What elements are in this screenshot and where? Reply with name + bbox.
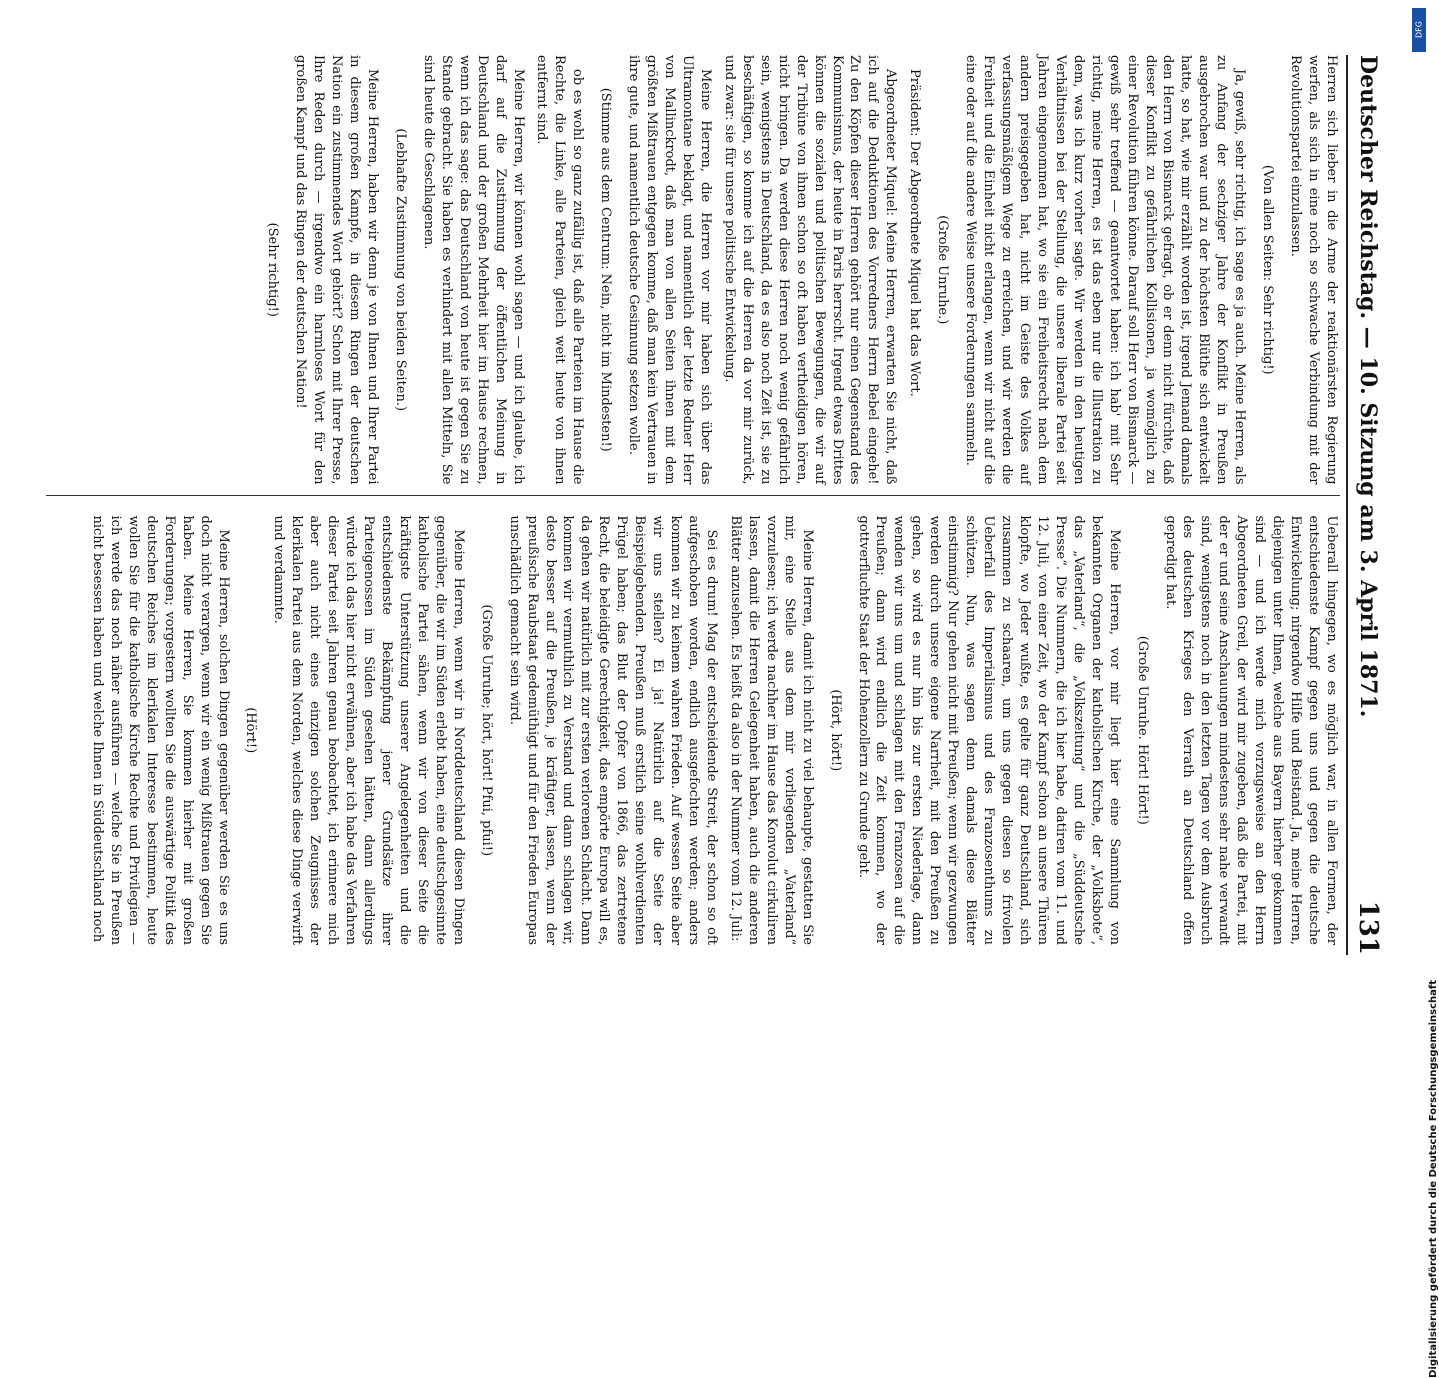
paragraph: Ueberall hingegen, wo es möglich war, in allen Formen, der entschiedenste Kampf gegen uns und gegen die deutsche Entwickelung; nirgendwo Hilfe und Beistand. Ja, meine Herren, diejenigen unter Ihnen, welche aus Bayern hierher gekommen sind — und ich werde mich vorzugsweise an den Herrn Abgeordneten Greil, der wird mir zugeben, daß die Partei, mit der er und seine Anschauungen mindestens sehr nahe verwandt sind, wenigstens noch in den letzten Tagen vor dem Ausbruch des deutschen Krieges den Verrath an Deutschland offen gepredigt hat. — [1162, 515, 1339, 945]
page-header — [1346, 55, 1388, 955]
paragraph: Meine Herren, solchen Dingen gegenüber werden Sie es uns doch nicht verargen, wenn wir ein wenig Mißtrauen gegen Sie haben. Meine Herren, Sie kommen hierher mit großen Forderungen; vorgestern wollten Sie die auswärtige Politik des deutschen Reiches im klerikalen Interesse bestimmen, heute wollen Sie für die katholische Kirche Rechte und Privilegien — ich werde das noch näher ausführen — welche Sie in Preußen nicht besessen haben und welche Ihnen in Süddeutschland noch — [90, 515, 231, 945]
paragraph: Sei es drum! Mag der entscheidende Streit, der schon so oft aufgeschoben worden, endlich ausgefochten werden; anders kommen wir zu keinem wahren Frieden. Auf wessen Seite aber wir uns stellen? Ei ja! Natürlich auf die Seite der Beispielgebenden. Preußen muß erstlich seine wohlverdienten Prügel haben; das Blut der Opfer von 1866, das zertretene Recht, die beleidigte Gerechtigkeit, das empörte Europa will es, da gehen wir natürlich mit zur ersten verlorenen Schlacht. Dann kommen wir vermuthlich zu Verstand und dann schlagen wir, desto besser auf die Preußen, je kräftiger, lassen, wenn der preußische Raubstaat gedemüthigt und für den Frieden Europas unschädlich gemacht sein wird. — [506, 515, 719, 945]
column-right — [46, 506, 1340, 956]
paragraph: Abgeordneter Miquel: Meine Herren, erwarten Sie nicht, daß ich auf die Deduktionen des Vorredners Herrn Bebel eingehe! Zu den Köpfen dieser Herren gehört nur einen Gegenstand des Kommunismus, der heute in Paris herrscht. Irgend etwas Drittes können die sozialen und politischen Bewegungen, die wir auf der Tribüne von ihnen schon so oft haben vertheidigen hören, nicht bringen. Da werden diese Herren noch wenig gefährlich sein, wenigstens in Deutschland, da es also noch Zeit ist, sie zu beschäftigen, so komme ich auf die Herren da vor mir zurück, und zwar: sie für unsere politische Entwickelung. — [721, 55, 899, 485]
stage-direction: (Sehr richtig!) — [265, 222, 281, 317]
text-columns — [46, 45, 1340, 955]
paragraph: Meine Herren, haben wir denn je von Ihnen und Ihrer Partei in diesem großen Kampfe, in diesem Ringen der deutschen Nation ein zustimmendes Wort gehört? Schon mit Ihrer Presse, Ihre Reden durch — irgendwo ein harmloses Wort für den großen Kampf und das Ringen der deutschen Nation! — [293, 55, 380, 485]
stage-direction: (Lebhafte Zustimmung von beiden Seiten.) — [392, 128, 408, 412]
stage-direction: (Von allen Seiten: Sehr richtig!) — [1260, 164, 1276, 375]
running-title: Deutscher Reichstag. — 10. Sitzung am 3. April 1871. — [1355, 55, 1381, 718]
stage-direction: (Große Unruhe. Hört! Hört!) — [1134, 635, 1150, 825]
digitization-note: Digitalisierung gefördert durch die Deutsche Forschungsgemeinschaft — [1428, 980, 1439, 1378]
stage-direction: (Große Unruhe; hört, hört! Pfui, pfui!) — [478, 604, 494, 857]
paragraph: Präsident: Der Abgeordnete Miquel hat das Wort. — [907, 69, 923, 397]
paragraph: Meine Herren, vor mir liegt hier eine Sammlung von bekannten Organen der katholischen Kirche, der „Volksbote“, das „Vaterland“, die „Volkszeitung“ und die „Süddeutsche Presse“. Die Nummern, die ich hier habe, datiren vom 11. und 12. Juli, von einer Zeit, wo der Kampf schon an unsere Thüren klopfte, wo Jeder wußte, es gelte für ganz Deutschland, sich zusammen zu schaaren, um uns gegen diesen so frivolen Ueberfall des Imperialismus und des Franzosenthums zu schützen. Nun, was sagen denn damals diese Blätter einstimmig? Nur gehen nicht mit Preußen; wenn wir gezwungen werden durch unsere eigene Narrheit, mit den Preußen zu gehen, so wird es nur hin bis zur ersten Niederlage, dann wenden wir uns um und schlagen mit den Franzosen auf die Preußen; dann wird endlich die Zeit kommen, wo der gottverfluchte Staat der Hohenzollern zu Grunde geht. — [855, 515, 1122, 945]
paragraph: Meine Herren, damit ich nicht zu viel behaupte, gestatten Sie mir, eine Stelle aus dem mir vorliegenden „Vaterland“ vorzulesen; ich werde nachher im Hause das Konvolut cirkuliren lassen, damit die Herren Gelegenheit haben, auch die anderen Blätter anzusehen. Es heißt da also in der Nummer vom 12. Juli: — [727, 515, 815, 945]
paragraph: Herren sich lieber in die Arme der reaktionärsten Regierung werfen, als sich in eine noch so schwache Verbindung mit der Revolutionspartei einzulassen. — [1288, 55, 1339, 485]
paragraph: ob es wohl so ganz zufällig ist, daß alle Parteien im Hause die Rechte, die Linke, alle Parteien, gleich weit heute von ihnen entfernt sind. — [534, 55, 586, 485]
rotated-page-content — [26, 25, 1406, 975]
column-left — [46, 45, 1340, 496]
paragraph: Ja, gewiß, sehr richtig, ich sage es ja auch. Meine Herren, als zu Anfang der sechziger Jahre der Konflikt in Preußen ausgebrochen war und zu der höchsten Blüthe sich entwickelt hatte, so hat, wie mir erzählt worden ist, irgend Jemand damals den Herrn von Bismarck gefragt, ob er denn nicht fürchte, daß dieser Konflikt zu gefährlichen Kollisionen, ja womöglich zu einer Revolution führen könne. Darauf soll Herr von Bismarck — gewiß sehr treffend — geantwortet haben: ich hab' mit Sehr richtig, meine Herren, es ist das eben nur die Illustration zu dem, was ich kurz vorher sagte. Wir werden in den heutigen Verhältnissen bei der Stellung, die unsere liberale Partei seit Jahren eingenommen hat, wo sie ein Freiheitsrecht nach dem andern preisgegeben hat, nicht im Geiste des Volkes auf verfassungsmäßigem Wege zu erreichen, und wir werden die Freiheit und die Einheit nicht erlangen, wenn wir nicht auf die eine oder auf die andere Weise unsere Forderungen sammeln. — [963, 55, 1248, 485]
paragraph: Meine Herren, die Herren vor mir haben sich über das Ultramontane beklagt, und namentlich der letzte Redner Herr von Mallinckrodt, daß man von allen Seiten ihnen mit dem größten Mißtrauen entgegen komme, daß man kein Vertrauen in ihre gute, und namentlich deutsche Gesinnung setzen wolle. — [626, 55, 713, 485]
stage-direction: (Hört!) — [243, 707, 259, 754]
digitization-sidebar — [1406, 0, 1439, 1378]
stage-direction: (Große Unruhe.) — [935, 215, 951, 325]
page-number: 131 — [1353, 900, 1383, 955]
stage-direction: (Stimme aus dem Centrum: Nein, nicht im Mindesten!) — [598, 87, 614, 452]
paragraph: Meine Herren, wenn wir in Norddeutschland diesen Dingen gegenüber, die wir im Süden erlebt haben, eine deutschgesinnte katholische Partei sähen, wenn wir von dieser Seite die kräftigste Unterstützung unserer Angelegenheiten und die entschiedenste Bekämpfung jener Grundsätze ihrer Parteigenossen im Süden gesehen hätten, dann allerdings würde ich das hier nicht erwähnen, aber ich habe das Verfahren dieser Partei seit Jahren genau beobachtet, ich erinnere mich aber auch nicht eines einzigen solchen Zeugnisses der klerikalen Partei aus dem Norden, welches diese Dinge verwirft und verdammte. — [271, 515, 466, 945]
paragraph: Meine Herren, wir können wohl sagen — und ich glaube, ich darf auf die Zustimmung der öffentlichen Meinung in Deutschland und der großen Mehrheit hier im Hause rechnen, wenn ich das sage: das Deutschland von heute ist gegen Sie zu Stande gebracht. Sie haben es verhindert mit allen Mitteln, Sie sind heute die Geschlagenen. — [420, 55, 526, 485]
stage-direction: (Hört, hört!) — [827, 689, 843, 772]
dfg-logo: DFG — [1412, 8, 1426, 52]
